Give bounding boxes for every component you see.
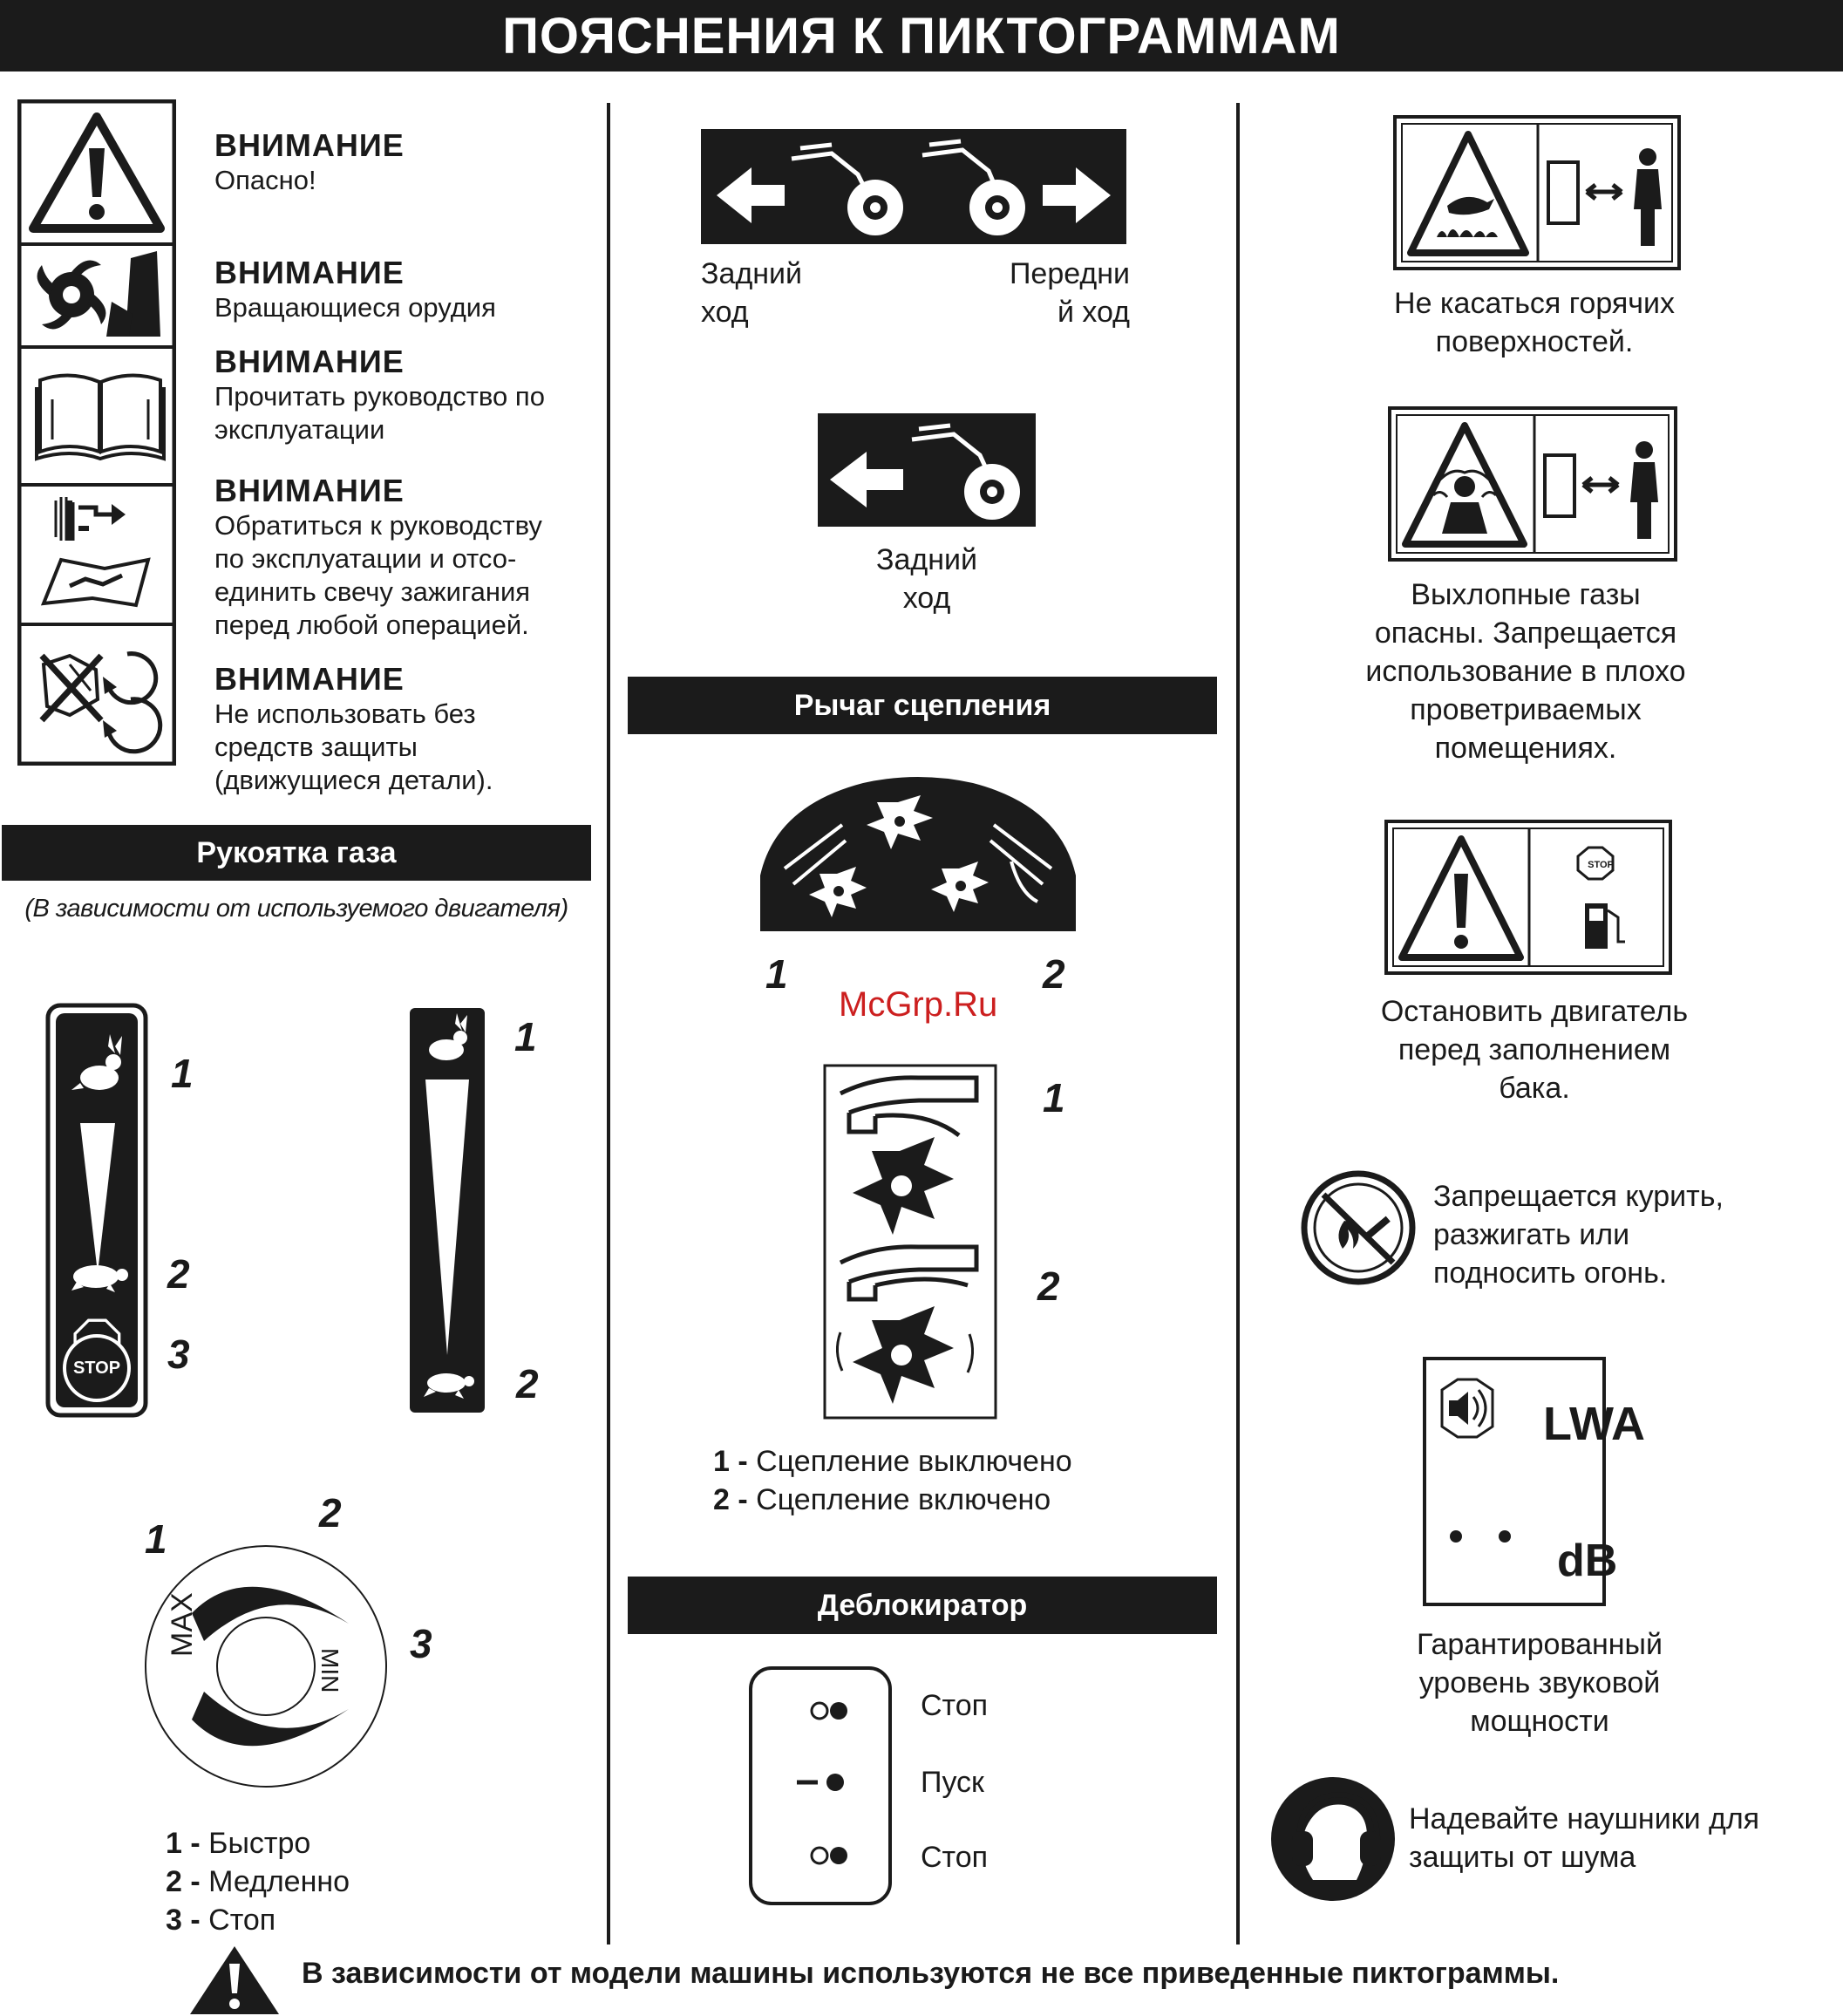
refuel-stop-text: Остановить двигатель перед заполнением бака. (1380, 995, 1689, 1105)
warning-heading: ВНИМАНИЕ (214, 473, 405, 508)
throttle-dial (143, 1543, 389, 1789)
exhaust-gas-text: Выхлопные газы опасны. Запрещается использование в плохо проветриваемых помещениях. (1365, 578, 1686, 765)
clutch-box-number-1: 1 (1043, 1075, 1065, 1120)
exhaust-gas-icon (1388, 406, 1677, 562)
warning-text: единить свечу зажигания (214, 576, 531, 607)
sound-power-text: Гарантированный уровень звуковой мощности (1417, 1628, 1663, 1738)
dial-min-label: MIN (316, 1648, 343, 1693)
footer-warning-icon (187, 1943, 282, 2016)
reverse-label: Задний ход (701, 257, 803, 329)
reverse-only-label: Задний ход (875, 543, 978, 615)
lever1-number-2: 2 (167, 1251, 190, 1297)
clutch-box-number-2: 2 (1037, 1263, 1060, 1309)
warning-block-5 (214, 661, 598, 797)
clutch-number-2: 2 (1043, 951, 1065, 997)
warning-text: средств защиты (214, 732, 418, 762)
ear-protection-icon (1269, 1775, 1397, 1903)
warning-text: Обратиться к руководству (214, 510, 542, 541)
spark-plug-manual-icon (35, 488, 166, 619)
legend-item: 2 - Сцепление включено (713, 1483, 1051, 1516)
reverse-only-icon (818, 413, 1036, 527)
lever1-number-1: 1 (171, 1051, 194, 1096)
rotating-blades-icon (26, 249, 167, 345)
warning-text: эксплуатации (214, 414, 385, 445)
legend-item: 1 - Сцепление выключено (713, 1445, 1072, 1478)
footer-note: В зависимости от модели машины используются не все приведенные пиктограммы. (302, 1957, 1560, 1990)
stop-sign-icon (63, 1334, 129, 1402)
warning-heading: ВНИМАНИЕ (214, 127, 405, 163)
manual-book-icon (35, 364, 166, 462)
column-divider-right (1236, 103, 1240, 1944)
throttle-note: (В зависимости от используемого двигателя) (24, 895, 568, 923)
forward-reverse-icon (701, 129, 1126, 244)
refuel-stop-icon (1384, 820, 1672, 975)
no-smoking-text: Запрещается курить, разжигать или подносить огонь. (1433, 1180, 1724, 1290)
legend-item: 3 - Стоп (166, 1904, 276, 1937)
unlocker-position-3: Стоп (921, 1841, 989, 1874)
warning-text: Прочитать руководство по (214, 381, 545, 412)
no-hands-moving-parts-icon (35, 630, 166, 760)
dial-number-2: 2 (319, 1490, 342, 1536)
warning-text: Не использовать без (214, 698, 476, 729)
hot-surface-icon (1393, 115, 1681, 270)
clutch-number-1: 1 (765, 951, 788, 997)
dial-number-3: 3 (410, 1621, 432, 1666)
warning-text: перед любой операцией. (214, 610, 529, 640)
clutch-lever-icon (758, 771, 1078, 933)
warning-text: Вращающиеся орудия (214, 292, 496, 323)
warning-block-4 (214, 473, 598, 642)
warning-triangle-icon (28, 112, 166, 234)
no-smoking-icon (1299, 1168, 1418, 1287)
lever2-number-1: 1 (514, 1014, 537, 1059)
throttle-lever-panel-2 (408, 1006, 486, 1414)
unlocker-band: Деблокиратор (628, 1577, 1217, 1634)
legend-item: 1 - Быстро (166, 1827, 311, 1860)
unlocker-position-1: Стоп (921, 1689, 989, 1722)
unlocker-position-2: Пуск (921, 1766, 984, 1799)
warning-text: по эксплуатации и отсо- (214, 543, 517, 574)
page-title: ПОЯСНЕНИЯ К ПИКТОГРАММАМ (0, 0, 1843, 72)
warning-text: (движущиеся детали). (214, 765, 493, 795)
clutch-legend (713, 1442, 1072, 1519)
throttle-band: Рукоятка газа (2, 825, 591, 881)
forward-label: Передни й ход (1009, 257, 1130, 329)
watermark: McGrp.Ru (839, 985, 998, 1024)
warning-heading: ВНИМАНИЕ (214, 661, 405, 697)
stop-sign-label: STOP (63, 1334, 131, 1402)
warning-heading: ВНИМАНИЕ (214, 344, 405, 379)
dial-max-label: MAX (166, 1592, 199, 1657)
dial-number-1: 1 (145, 1516, 167, 1562)
column-divider-left (607, 103, 610, 1944)
lever2-number-2: 2 (516, 1361, 539, 1406)
legend-item: 2 - Медленно (166, 1865, 350, 1898)
warning-block-3 (214, 344, 598, 446)
warning-text: Опасно! (214, 165, 316, 195)
hot-surface-text: Не касаться горячих поверхностей. (1394, 287, 1675, 358)
throttle-legend (166, 1824, 350, 1939)
lever1-number-3: 3 (167, 1332, 190, 1377)
ear-protection-text: Надевайте наушники для защиты от шума (1409, 1802, 1760, 1874)
warning-block-2 (214, 255, 589, 324)
warning-block-1 (214, 127, 589, 197)
lwa-label: LWA (1543, 1398, 1645, 1450)
clutch-state-icon (823, 1064, 997, 1420)
clutch-band: Рычаг сцепления (628, 677, 1217, 734)
warning-heading: ВНИМАНИЕ (214, 255, 405, 290)
unlocker-switch-icon (748, 1665, 893, 1906)
refuel-stop-label: STOP (1588, 860, 1614, 870)
db-label: dB (1557, 1536, 1618, 1586)
